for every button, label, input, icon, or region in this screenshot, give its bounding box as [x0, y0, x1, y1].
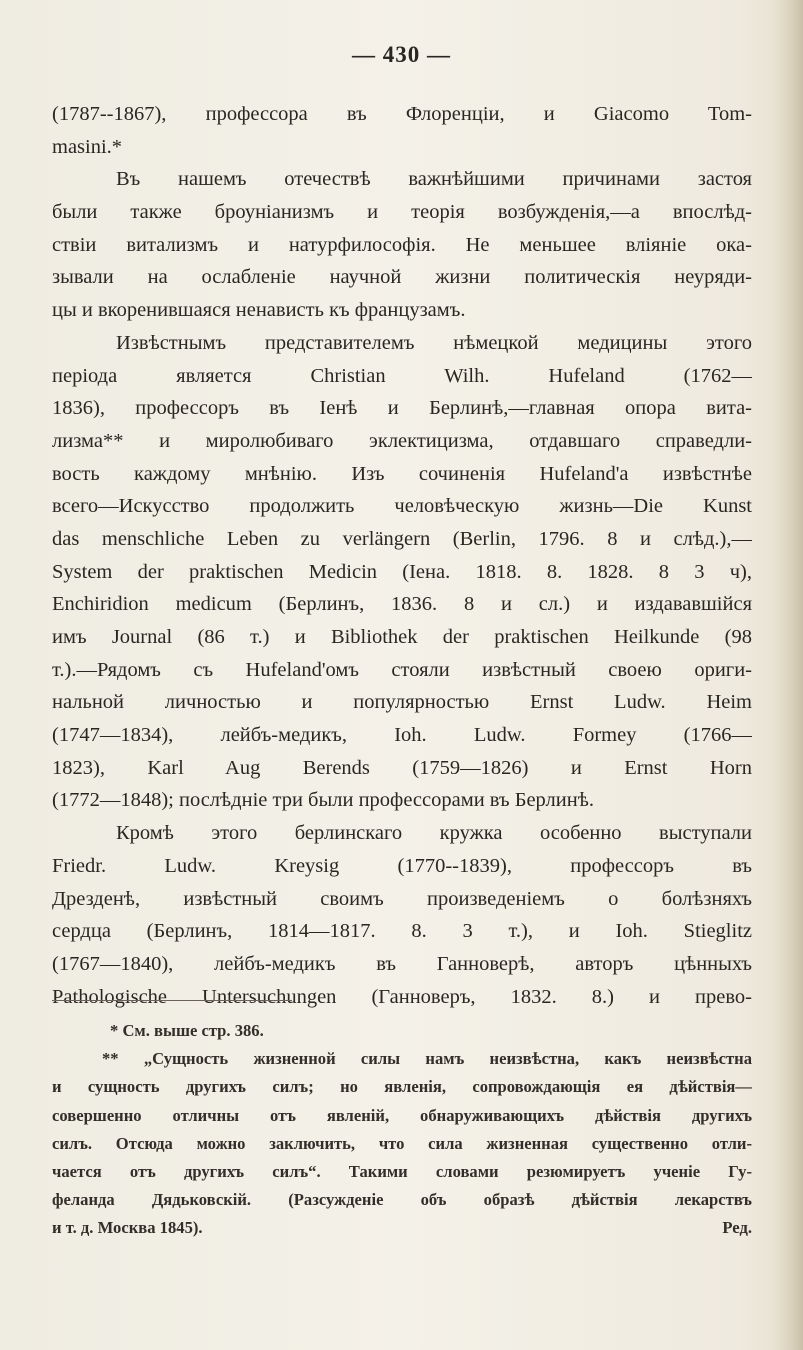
text-line: System der praktischen Medicin (Іена. 1818. 8. 1828. 8 3 ч), [52, 560, 752, 583]
text-line: (1747—1834), лейбъ-медикъ, Ioh. Ludw. Formey (1766— [52, 724, 752, 747]
text-line: Pathologische Untersuchungen (Ганноверъ, 1832. 8.) и прево- [52, 985, 752, 1008]
footnote-line-final [52, 1214, 752, 1242]
page-number: — 430 — [352, 42, 451, 67]
text-line: цы и вкоренившаяся ненависть къ французамъ. [52, 299, 466, 322]
text-line: (1772—1848); послѣдніе три были профессорами въ Берлинѣ. [52, 789, 594, 812]
text-line: нальной личностью и популярностью Ernst Ludw. Heim [52, 691, 752, 714]
text-line: das menschliche Leben zu verlängern (Berlin, 1796. 8 и слѣд.),— [52, 527, 752, 550]
text-line: 1836), профессоръ въ Іенѣ и Берлинѣ,—главная опора вита- [52, 397, 752, 420]
text-line: ствіи витализмъ и натурфилософія. Не меньшее вліяніе ока- [52, 233, 752, 256]
text-line: Кромѣ этого берлинскаго кружка особенно выступали [116, 822, 752, 845]
text-line: Въ нашемъ отечествѣ важнѣйшими причинами застоя [116, 168, 752, 191]
footnote-text: и т. д. Москва 1845). [52, 1218, 203, 1238]
footnote-line: совершенно отличны отъ явленій, обнаруживающихъ дѣйствія другихъ [52, 1105, 752, 1125]
text-line: т.).—Рядомъ съ Hufeland'омъ стояли извѣстный своею ориги- [52, 658, 752, 681]
footnotes-block [52, 1017, 752, 1243]
footnote-line: ** „Сущность жизненной силы намъ неизвѣстна, какъ неизвѣстна [102, 1049, 752, 1069]
text-line: зывали на ослабленіе научной жизни политическія неуряди- [52, 266, 752, 289]
text-line: были также броуніанизмъ и теорія возбужденія,—а впослѣд- [52, 201, 752, 224]
text-line: всего—Искусство продолжить человѣческую жизнь—Die Kunst [52, 495, 752, 518]
text-line: (1787--1867), профессора въ Флоренціи, и Giacomo Tom- [52, 103, 752, 125]
page-edge-shadow [773, 0, 803, 1350]
footnote-line: чается отъ другихъ силъ“. Такими словами резюмируетъ ученіе Гу- [52, 1161, 752, 1181]
footnote-line: силъ. Отсюда можно заключить, что сила жизненная существенно отли- [52, 1133, 752, 1153]
text-line: Извѣстнымъ представителемъ нѣмецкой медицины этого [116, 331, 752, 354]
text-line: періода является Christian Wilh. Hufeland (1762— [52, 364, 752, 387]
text-line: masini.* [52, 135, 123, 158]
text-line: вость каждому мнѣнію. Изъ сочиненія Hufeland'а извѣстнѣе [52, 462, 752, 485]
text-line: Friedr. Ludw. Kreysig (1770--1839), профессоръ въ [52, 854, 752, 877]
editor-signature: Ред. [722, 1218, 752, 1238]
text-line: Enchiridion medicum (Берлинъ, 1836. 8 и сл.) и издававшійся [52, 593, 752, 616]
footnote-line: и сущность другихъ силъ; но явленія, сопровождающія ея дѣйствія— [52, 1077, 752, 1097]
footnote-separator [52, 1000, 292, 1001]
text-line: лизма** и миролюбиваго эклектицизма, отдавшаго справедли- [52, 429, 752, 452]
main-text-block [52, 98, 752, 1013]
text-line: имъ Journal (86 т.) и Bibliothek der praktischen Heilkunde (98 [52, 626, 752, 648]
text-line: 1823), Karl Aug Berends (1759—1826) и Ernst Horn [52, 756, 752, 779]
text-line: (1767—1840), лейбъ-медикъ въ Ганноверѣ, авторъ цѣнныхъ [52, 952, 752, 975]
footnote-line: феланда Дядьковскій. (Разсужденіе объ образѣ дѣйствія лекарствъ [52, 1190, 752, 1210]
text-line: Дрезденѣ, извѣстный своимъ произведеніемъ о болѣзняхъ [52, 887, 752, 910]
footnote-line: * См. выше стр. 386. [110, 1021, 264, 1040]
text-line: сердца (Берлинъ, 1814—1817. 8. 3 т.), и Ioh. Stieglitz [52, 920, 752, 943]
